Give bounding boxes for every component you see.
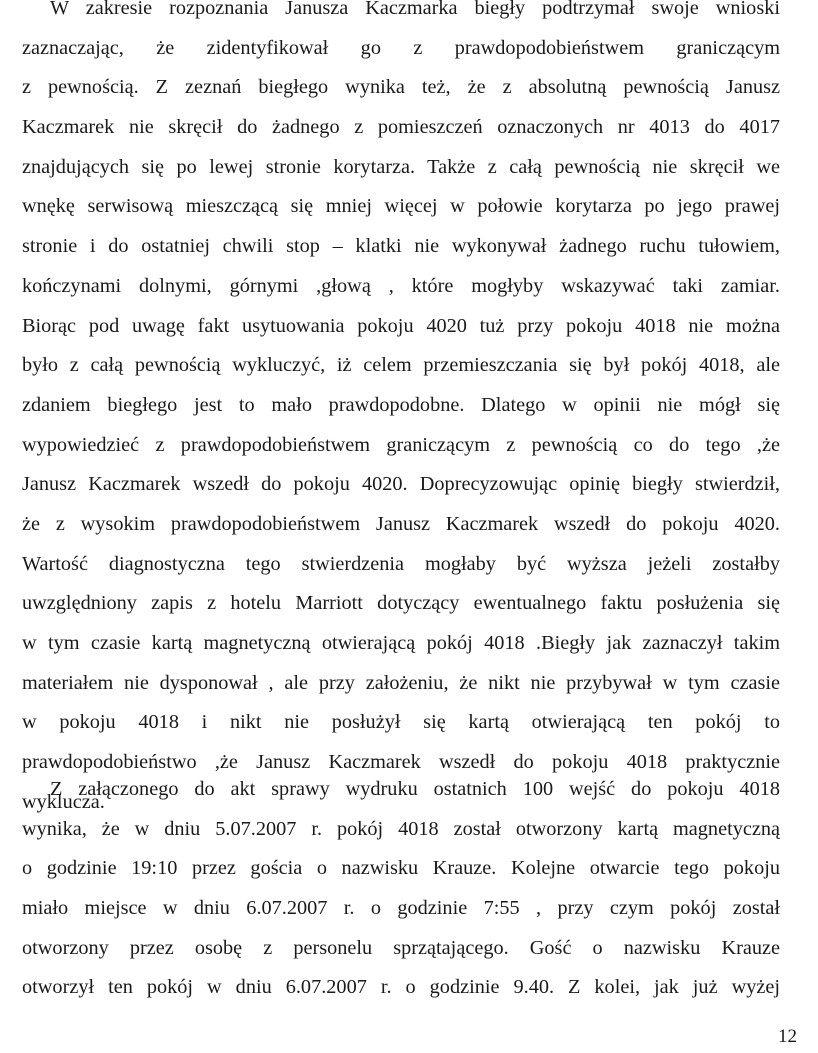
text-line: w pokoju 4018 i nikt nie posłużył się kartą otwierającą ten pokój to (22, 711, 780, 734)
page-number: 12 (778, 1026, 797, 1047)
text-line: W zakresie rozpoznania Janusza Kaczmarka biegły podtrzymał swoje wnioski (50, 0, 780, 19)
text-line: Biorąc pod uwagę fakt usytuowania pokoju 4020 tuż przy pokoju 4018 nie można (22, 314, 780, 337)
text-line: Z załączonego do akt sprawy wydruku ostatnich 100 wejść do pokoju 4018 (50, 778, 780, 800)
text-line: otworzony przez osobę z personelu sprzątającego. Gość o nazwisku Krauze (22, 936, 780, 959)
text-line: zdaniem biegłego jest to mało prawdopodobne. Dlatego w opinii nie mógł się (22, 393, 780, 416)
text-line: w tym czasie kartą magnetyczną otwierającą pokój 4018 .Biegły jak zaznaczył takim (22, 632, 780, 654)
text-line: Wartość diagnostyczna tego stwierdzenia mogłaby być wyższa jeżeli zostałby (22, 552, 780, 575)
text-line: otworzył ten pokój w dniu 6.07.2007 r. o godzinie 9.40. Z kolei, jak już wyżej (22, 976, 780, 999)
text-line: uwzględniony zapis z hotelu Marriott dotyczący ewentualnego faktu posłużenia się (22, 592, 780, 615)
text-line: zaznaczając, że zidentyfikował go z prawdopodobieństwem graniczącym (22, 36, 780, 59)
text-line: stronie i do ostatniej chwili stop – klatki nie wykonywał żadnego ruchu tułowiem, (22, 235, 780, 258)
text-line: z pewnością. Z zeznań biegłego wynika też, że z absolutną pewnością Janusz (22, 76, 780, 99)
text-line: znajdujących się po lewej stronie korytarza. Także z całą pewnością nie skręcił we (22, 155, 780, 178)
text-line: wyklucza. (22, 790, 105, 813)
text-line: wypowiedzieć z prawdopodobieństwem graniczącym z pewnością co do tego ,że (22, 433, 780, 456)
text-line: kończynami dolnymi, górnymi ,głową , które mogłyby wskazywać taki zamiar. (22, 274, 780, 297)
text-line: Janusz Kaczmarek wszedł do pokoju 4020. Doprecyzowując opinię biegły stwierdził, (22, 473, 780, 496)
text-line: miało miejsce w dniu 6.07.2007 r. o godzinie 7:55 , przy czym pokój został (22, 897, 780, 920)
text-line: Kaczmarek nie skręcił do żadnego z pomieszczeń oznaczonych nr 4013 do 4017 (22, 116, 780, 139)
text-line: było z całą pewnością wykluczyć, iż celem przemieszczania się był pokój 4018, ale (22, 354, 780, 377)
text-line: że z wysokim prawdopodobieństwem Janusz Kaczmarek wszedł do pokoju 4020. (22, 512, 780, 535)
text-line: wynika, że w dniu 5.07.2007 r. pokój 4018 został otworzony kartą magnetyczną (22, 817, 780, 840)
text-line: wnękę serwisową mieszczącą się mniej więcej w połowie korytarza po jego prawej (22, 195, 780, 218)
paragraph-1 (22, 0, 780, 822)
text-line: materiałem nie dysponował , ale przy założeniu, że nikt nie przybywał w tym czasie (22, 671, 780, 694)
text-line: prawdopodobieństwo ,że Janusz Kaczmarek wszedł do pokoju 4018 praktycznie (22, 751, 780, 774)
text-line: o godzinie 19:10 przez gościa o nazwisku Krauze. Kolejne otwarcie tego pokoju (22, 857, 780, 880)
paragraph-2 (22, 770, 780, 1008)
